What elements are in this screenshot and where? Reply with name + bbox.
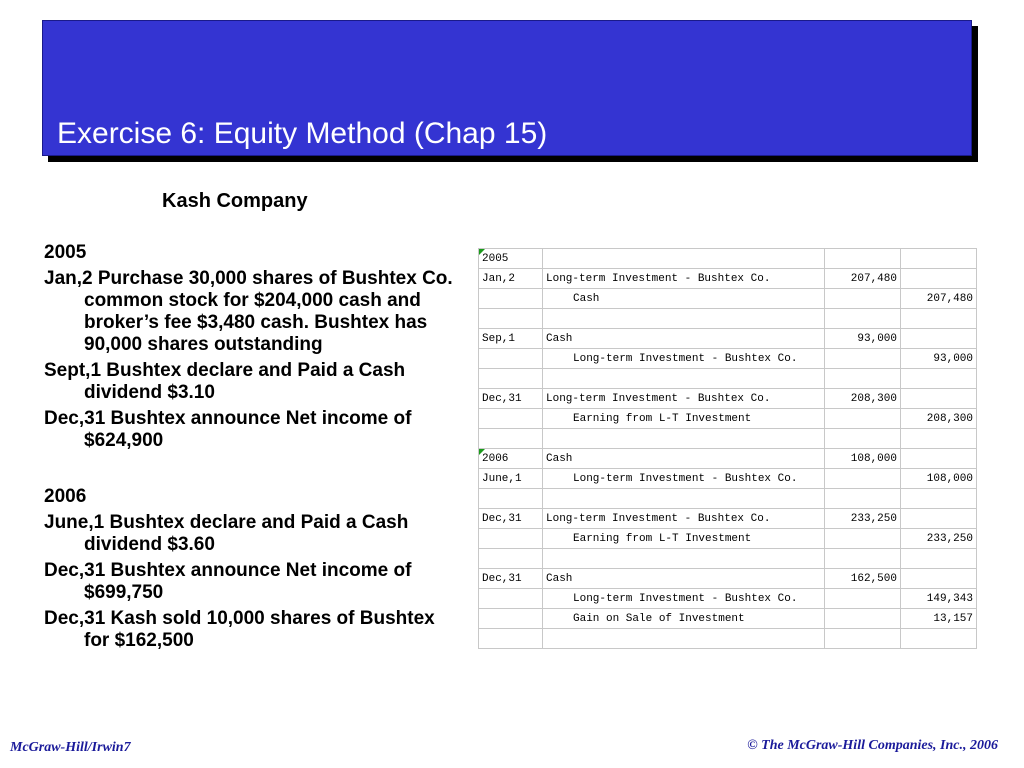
journal-debit-cell[interactable]: [825, 489, 901, 509]
journal-account-cell[interactable]: [543, 569, 825, 589]
journal-date-cell[interactable]: [479, 349, 543, 369]
journal-date-text: 2006: [482, 452, 509, 465]
journal-account-text: Gain on Sale of Investment: [573, 612, 745, 625]
cell-comment-marker-icon: [479, 449, 485, 455]
journal-date-cell[interactable]: [479, 489, 543, 509]
journal-date-cell[interactable]: [479, 569, 543, 589]
journal-date-text: Dec,31: [482, 512, 522, 525]
journal-date-cell[interactable]: [479, 469, 543, 489]
journal-row: [479, 409, 977, 429]
journal-debit-cell[interactable]: [825, 409, 901, 429]
journal-account-cell[interactable]: [543, 629, 825, 649]
journal-row: [479, 469, 977, 489]
journal-debit-text: 93,000: [857, 332, 897, 345]
slide-title: Exercise 6: Equity Method (Chap 15): [57, 117, 548, 150]
title-banner: [42, 20, 972, 156]
cell-comment-marker-icon: [479, 249, 485, 255]
journal-account-text: Earning from L-T Investment: [573, 412, 752, 425]
journal-credit-cell[interactable]: [901, 389, 977, 409]
journal-debit-cell[interactable]: [825, 609, 901, 629]
journal-account-text: Cash: [546, 332, 573, 345]
journal-debit-text: 207,480: [850, 272, 897, 285]
event-year-heading: 2005: [44, 242, 87, 263]
journal-debit-cell[interactable]: [825, 289, 901, 309]
journal-account-cell[interactable]: [543, 369, 825, 389]
journal-credit-text: 207,480: [926, 292, 973, 305]
journal-debit-cell[interactable]: [825, 329, 901, 349]
journal-account-cell[interactable]: [543, 449, 825, 469]
journal-debit-cell[interactable]: [825, 569, 901, 589]
journal-date-cell[interactable]: [479, 289, 543, 309]
journal-account-cell[interactable]: [543, 509, 825, 529]
journal-row: [479, 549, 977, 569]
journal-row: [479, 289, 977, 309]
journal-date-cell[interactable]: [479, 369, 543, 389]
journal-date-cell[interactable]: [479, 589, 543, 609]
journal-date-text: June,1: [482, 472, 522, 485]
journal-account-cell[interactable]: [543, 529, 825, 549]
journal-date-text: 2005: [482, 252, 509, 265]
event-gap: [44, 456, 464, 482]
journal-credit-cell[interactable]: [901, 529, 977, 549]
journal-row: [479, 449, 977, 469]
journal-debit-cell[interactable]: [825, 629, 901, 649]
journal-credit-cell[interactable]: [901, 289, 977, 309]
journal-row: [479, 309, 977, 329]
event-item: Jan,2 Purchase 30,000 shares of Bushtex Co. common stock for $204,000 cash and broker’s fee $3,480 cash. Bushtex has 90,000 shares outstanding: [44, 268, 453, 355]
journal-account-text: Long-term Investment - Bushtex Co.: [546, 512, 771, 525]
journal-debit-cell[interactable]: [825, 369, 901, 389]
journal-credit-cell[interactable]: [901, 269, 977, 289]
journal-credit-cell[interactable]: [901, 369, 977, 389]
journal-date-cell[interactable]: [479, 389, 543, 409]
journal-account-cell[interactable]: [543, 469, 825, 489]
journal-debit-cell[interactable]: [825, 509, 901, 529]
journal-debit-cell[interactable]: [825, 469, 901, 489]
journal-credit-text: 13,157: [933, 612, 973, 625]
journal-table: [478, 248, 977, 649]
event-item: Sept,1 Bushtex declare and Paid a Cash dividend $3.10: [44, 360, 406, 403]
journal-row: [479, 529, 977, 549]
journal-date-cell[interactable]: [479, 269, 543, 289]
journal-account-text: Cash: [546, 452, 573, 465]
journal-credit-cell[interactable]: [901, 329, 977, 349]
journal-date-cell[interactable]: [479, 549, 543, 569]
journal-date-text: Jan,2: [482, 272, 516, 285]
journal-account-cell[interactable]: [543, 489, 825, 509]
journal-debit-cell[interactable]: [825, 309, 901, 329]
journal-credit-cell[interactable]: [901, 309, 977, 329]
journal-account-text: Long-term Investment - Bushtex Co.: [573, 352, 798, 365]
journal-date-cell[interactable]: [479, 529, 543, 549]
journal-row: [479, 369, 977, 389]
journal-account-text: Cash: [546, 572, 573, 585]
journal-credit-text: 149,343: [926, 592, 973, 605]
event-item: June,1 Bushtex declare and Paid a Cash dividend $3.60: [44, 512, 409, 555]
journal-debit-cell[interactable]: [825, 249, 901, 269]
journal-debit-cell[interactable]: [825, 269, 901, 289]
journal-row: [479, 349, 977, 369]
journal-row: [479, 489, 977, 509]
journal-debit-text: 233,250: [850, 512, 897, 525]
journal-debit-text: 162,500: [850, 572, 897, 585]
footer-publisher: McGraw-Hill/Irwin7: [10, 740, 131, 755]
journal-account-cell[interactable]: [543, 269, 825, 289]
journal-account-cell[interactable]: [543, 329, 825, 349]
journal-row: [479, 629, 977, 649]
journal-account-cell[interactable]: [543, 249, 825, 269]
journal-date-cell[interactable]: [479, 509, 543, 529]
journal-account-cell[interactable]: [543, 309, 825, 329]
journal-account-cell[interactable]: [543, 349, 825, 369]
journal-credit-cell[interactable]: [901, 409, 977, 429]
journal-credit-cell[interactable]: [901, 349, 977, 369]
journal-date-cell[interactable]: [479, 409, 543, 429]
journal-account-text: Cash: [573, 292, 600, 305]
journal-credit-text: 93,000: [933, 352, 973, 365]
company-name: Kash Company: [162, 190, 308, 212]
journal-account-cell[interactable]: [543, 549, 825, 569]
event-year-heading: 2006: [44, 486, 87, 507]
journal-account-cell[interactable]: [543, 389, 825, 409]
journal-debit-cell[interactable]: [825, 349, 901, 369]
journal-date-text: Dec,31: [482, 392, 522, 405]
journal-date-cell[interactable]: [479, 429, 543, 449]
journal-credit-text: 108,000: [926, 472, 973, 485]
journal-row: [479, 269, 977, 289]
journal-debit-cell[interactable]: [825, 589, 901, 609]
event-item: Dec,31 Bushtex announce Net income of $699,750: [44, 560, 412, 603]
journal-account-cell[interactable]: [543, 409, 825, 429]
journal-date-cell[interactable]: [479, 329, 543, 349]
journal-credit-cell[interactable]: [901, 549, 977, 569]
journal-debit-cell[interactable]: [825, 529, 901, 549]
journal-credit-cell[interactable]: [901, 449, 977, 469]
journal-credit-cell[interactable]: [901, 629, 977, 649]
journal-account-text: Long-term Investment - Bushtex Co.: [573, 472, 798, 485]
journal-row: [479, 329, 977, 349]
journal-debit-text: 208,300: [850, 392, 897, 405]
journal-credit-cell[interactable]: [901, 429, 977, 449]
journal-row: [479, 429, 977, 449]
journal-account-cell[interactable]: [543, 609, 825, 629]
journal-row: [479, 389, 977, 409]
journal-date-cell[interactable]: [479, 449, 543, 469]
journal-credit-cell[interactable]: [901, 509, 977, 529]
journal-account-cell[interactable]: [543, 589, 825, 609]
journal-date-text: Dec,31: [482, 572, 522, 585]
journal-account-text: Long-term Investment - Bushtex Co.: [546, 392, 771, 405]
journal-account-text: Earning from L-T Investment: [573, 532, 752, 545]
journal-account-cell[interactable]: [543, 429, 825, 449]
journal-account-text: Long-term Investment - Bushtex Co.: [573, 592, 798, 605]
journal-debit-cell[interactable]: [825, 549, 901, 569]
event-item: Dec,31 Bushtex announce Net income of $624,900: [44, 408, 412, 451]
journal-debit-cell[interactable]: [825, 449, 901, 469]
journal-credit-cell[interactable]: [901, 609, 977, 629]
journal-row: [479, 249, 977, 269]
journal-row: [479, 609, 977, 629]
journal-debit-text: 108,000: [850, 452, 897, 465]
journal-date-cell[interactable]: [479, 609, 543, 629]
journal-credit-cell[interactable]: [901, 489, 977, 509]
journal-debit-cell[interactable]: [825, 389, 901, 409]
journal-account-text: Long-term Investment - Bushtex Co.: [546, 272, 771, 285]
event-item: Dec,31 Kash sold 10,000 shares of Bushtex for $162,500: [44, 608, 435, 651]
journal-date-text: Sep,1: [482, 332, 516, 345]
journal-credit-text: 208,300: [926, 412, 973, 425]
journal-account-cell[interactable]: [543, 289, 825, 309]
journal-credit-cell[interactable]: [901, 249, 977, 269]
journal-date-cell[interactable]: [479, 629, 543, 649]
journal-debit-cell[interactable]: [825, 429, 901, 449]
journal-credit-cell[interactable]: [901, 589, 977, 609]
journal-row: [479, 509, 977, 529]
journal-credit-cell[interactable]: [901, 569, 977, 589]
journal-credit-text: 233,250: [926, 532, 973, 545]
event-list: [44, 238, 464, 656]
journal-date-cell[interactable]: [479, 309, 543, 329]
journal-row: [479, 589, 977, 609]
journal-credit-cell[interactable]: [901, 469, 977, 489]
journal-row: [479, 569, 977, 589]
journal-date-cell[interactable]: [479, 249, 543, 269]
footer-copyright: © The McGraw-Hill Companies, Inc., 2006: [747, 738, 998, 753]
